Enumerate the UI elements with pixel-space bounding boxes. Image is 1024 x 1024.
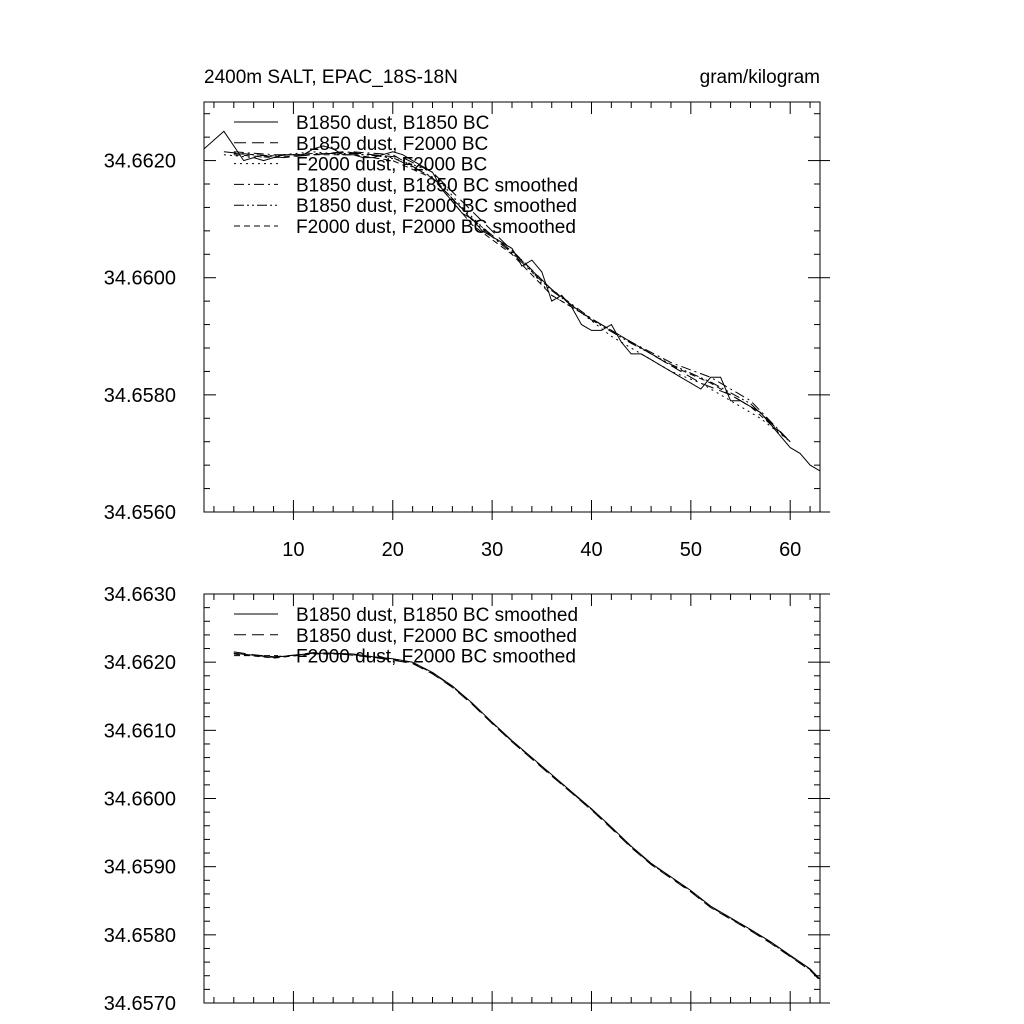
legend-label: F2000 dust, F2000 BC smoothed: [296, 646, 576, 668]
x-tick-label: 50: [679, 539, 702, 561]
x-tick-label: 60: [779, 539, 802, 561]
y-tick-label: 34.6560: [103, 502, 176, 524]
units-label: gram/kilogram: [699, 67, 820, 88]
y-tick-label: 34.6620: [103, 150, 176, 173]
y-tick-label: 34.6580: [103, 384, 176, 407]
x-tick-label: 20: [381, 539, 404, 561]
legend-label: B1850 dust, B1850 BC smoothed: [296, 175, 579, 197]
y-tick-label: 34.6580: [103, 924, 176, 947]
legend-label: B1850 dust, B1850 BC: [296, 113, 490, 134]
y-tick-label: 34.6600: [103, 788, 176, 811]
legend-label: B1850 dust, F2000 BC smoothed: [296, 625, 577, 647]
x-tick-label: 40: [580, 539, 603, 561]
y-tick-label: 34.6630: [103, 584, 176, 606]
y-tick-label: 34.6620: [103, 652, 176, 675]
legend-label: F2000 dust, F2000 BC smoothed: [296, 217, 576, 238]
legend-label: B1850 dust, B1850 BC smoothed: [296, 605, 579, 626]
x-tick-label: 30: [481, 539, 504, 561]
legend-label: F2000 dust, F2000 BC: [296, 154, 488, 176]
x-tick-label: 10: [282, 539, 305, 561]
chart-title: 2400m SALT, EPAC_18S-18N: [204, 67, 458, 88]
y-tick-label: 34.6610: [103, 720, 176, 743]
legend-label: B1850 dust, F2000 BC: [296, 133, 489, 155]
y-tick-label: 34.6570: [103, 993, 176, 1015]
y-tick-label: 34.6600: [103, 267, 176, 290]
legend-label: B1850 dust, F2000 BC smoothed: [296, 196, 577, 218]
y-tick-label: 34.6590: [103, 856, 176, 879]
